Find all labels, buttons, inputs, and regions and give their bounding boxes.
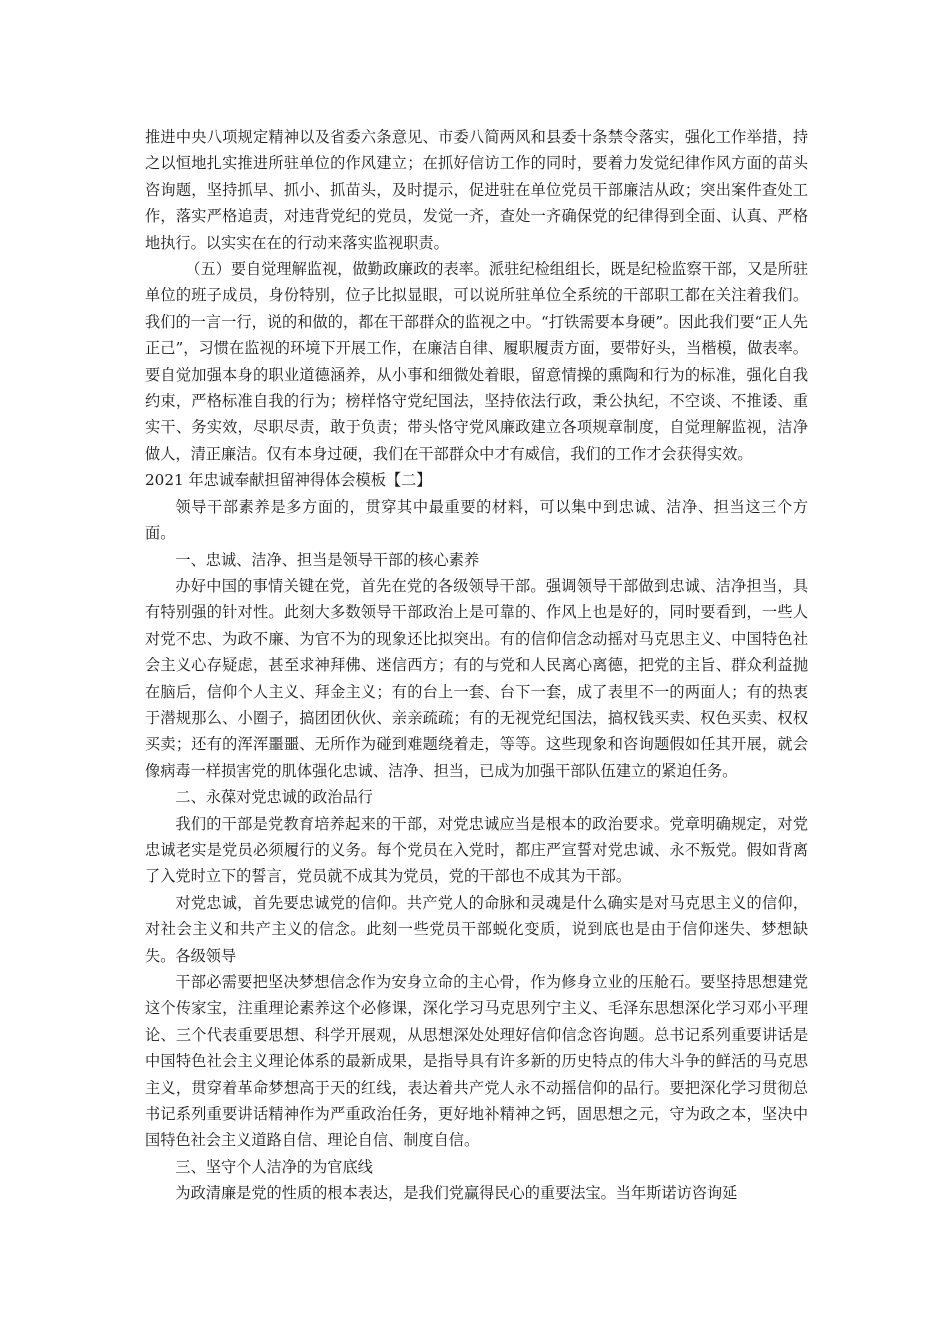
paragraph-continuation: 推进中央八项规定精神以及省委六条意见、市委八简两风和县委十条禁令落实，强化工作举措，持之以恒地扎实推进所驻单位的作风建立；在抓好信访工作的同时，要着力发觉纪律作风方面的苗头咨询题，坚持抓早、抓小、抓苗头，及时提示，促进驻在单位党员干部廉洁从政；突出案件查处工作，落实严格追责，对违背党纪的党员，发觉一齐，查处一齐确保党的纪律得到全面、认真、严格地执行。以实实在在的行动来落实监视职责。 [145, 128, 808, 252]
paragraph-section-five: （五）要自觉理解监视，做勤政廉政的表率。派驻纪检组组长，既是纪检监察干部，又是所驻单位的班子成员，身份特别，位子比拟显眼，可以说所驻单位全系统的干部职工都在关注着我们。我们的一言一行，说的和做的，都在干部群众的监视之中。“打铁需要本身硬”。因此我们要“正人先正己”，习惯在监视的环境下开展工作，在廉洁自律、履职履责方面，要带好头，当楷模，做表率。要自觉加强本身的职业道德涵养，从小事和细微处着眼，留意情操的熏陶和行为的标准，强化自我约束，严格标准自我的行为；榜样恪守党纪国法，坚持依法行政，秉公执纪，不空谈、不推诿、重实干、务实效，尽职尽责，敢于负责；带头恪守党风廉政建立各项规章制度，自觉理解监视，洁净做人，清正廉洁。仅有本身过硬，我们在干部群众中才有威信，我们的工作才会获得实效。 [145, 260, 808, 463]
section-heading-two: 二、永葆对党忠诚的政治品行 [175, 788, 373, 807]
paragraph-body: 为政清廉是党的性质的根本表达，是我们党赢得民心的重要法宝。当年斯诺访咨询延 [175, 1184, 738, 1203]
paragraph-body: 办好中国的事情关键在党，首先在党的各级领导干部。强调领导干部做到忠诚、洁净担当，具有特别强的针对性。此刻大多数领导干部政治上是可靠的、作风上也是好的，同时要看到，一些人对党不忠、为政不廉、为官不为的现象还比拟突出。有的信仰信念动摇对马克思主义、中国特色社会主义心存疑虑，甚至求神拜佛、迷信西方；有的与党和人民离心离德，把党的主旨、群众利益抛在脑后，信仰个人主义、拜金主义；有的台上一套、台下一套，成了表里不一的两面人；有的热衷于潜规那么、小圈子，搞团团伙伙、亲亲疏疏；有的无视党纪国法，搞权钱买卖、权色买卖、权权买卖；还有的浑浑噩噩、无所作为碰到难题绕着走，等等。这些现象和咨询题假如任其开展，就会像病毒一样损害党的肌体强化忠诚、洁净、担当，已成为加强干部队伍建立的紧迫任务。 [145, 576, 808, 780]
section-heading-one: 一、忠诚、洁净、担当是领导干部的核心素养 [175, 550, 480, 569]
document-title-part-two: 2021 年忠诚奉献担留神得体会模板【二】 [145, 471, 432, 490]
paragraph-body: 对党忠诚，首先要忠诚党的信仰。共产党人的命脉和灵魂是什么确实是对马克思主义的信仰，对社会主义和共产主义的信念。此刻一些党员干部蜕化变质，说到底也是由于信仰迷失、梦想缺失。各级领导 [145, 893, 808, 965]
paragraph-body: 干部必需要把坚决梦想信念作为安身立命的主心骨，作为修身立业的压舱石。要坚持思想建党这个传家宝，注重理论素养这个必修课，深化学习马克思列宁主义、毛泽东思想深化学习邓小平理论、三个代表重要思想、科学开展观，从思想深处处理好信仰信念咨询题。总书记系列重要讲话是中国特色社会主义理论体系的最新成果，是指导具有许多新的历史特点的伟大斗争的鲜活的马克思主义，贯穿着革命梦想高于天的红线，表达着共产党人永不动摇信仰的品行。要把深化学习贯彻总书记系列重要讲话精神作为严重政治任务，更好地补精神之钙，固思想之元，守为政之本，坚决中国特色社会主义道路自信、理论自信、制度自信。 [145, 973, 808, 1150]
section-heading-three: 三、坚守个人洁净的为官底线 [175, 1157, 373, 1176]
document-page [145, 124, 808, 1207]
paragraph-intro: 领导干部素养是多方面的，贯穿其中最重要的材料，可以集中到忠诚、洁净、担当这三个方面。 [145, 497, 808, 543]
paragraph-body: 我们的干部是党教育培养起来的干部，对党忠诚应当是根本的政治要求。党章明确规定，对党忠诚老实是党员必须履行的义务。每个党员在入党时，都庄严宣誓对党忠诚、永不叛党。假如背离了入党时立下的誓言，党员就不成其为党员，党的干部也不成其为干部。 [145, 814, 808, 886]
